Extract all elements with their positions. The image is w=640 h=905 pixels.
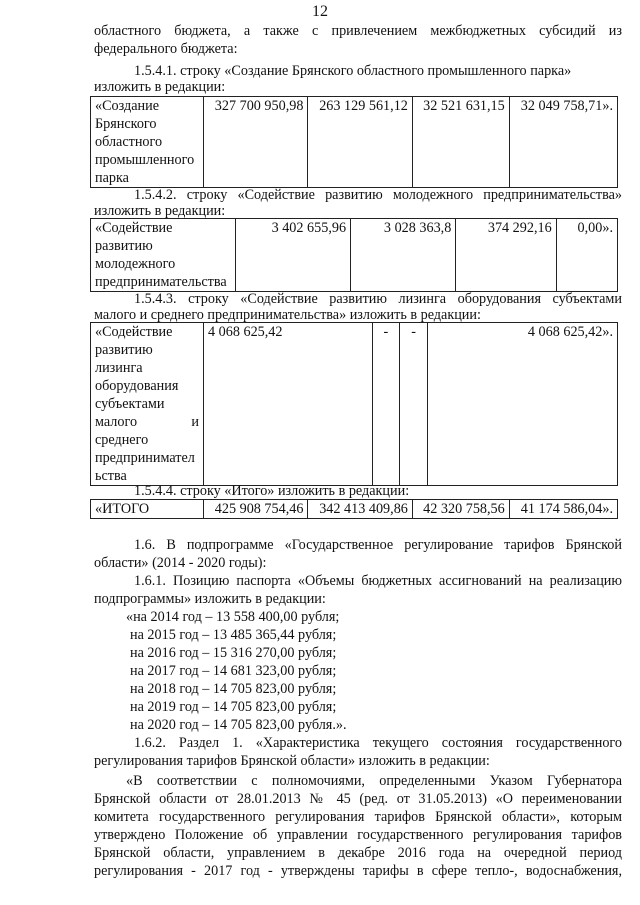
s1543-name-line: среднего — [95, 432, 149, 448]
s1543-name-cell — [91, 323, 204, 486]
s1541-name-line: «Создание — [95, 98, 159, 114]
s161-subheading: подпрограммы» изложить в редакции: — [94, 591, 326, 607]
s1543-subheading: малого и среднего предпринимательства» изложить в редакции: — [94, 307, 481, 323]
s162-body-line: утверждено Положение об управлении государственного регулирования тарифов — [94, 827, 622, 843]
s1543-name-line: «Содействие — [95, 324, 173, 340]
s1543-value-total: 4 068 625,42 — [204, 323, 373, 486]
s161-year-2017: на 2017 год – 14 681 323,00 рубля; — [130, 663, 337, 679]
s1544-value-total: 425 908 754,46 — [204, 500, 308, 519]
s162-body-line: «В соответствии с полномочиями, определенными Указом Губернатора — [126, 773, 622, 789]
s1541-name-line: областного — [95, 134, 163, 150]
s1544-value-2: 42 320 758,56 — [412, 500, 509, 519]
s1541-name-line: Брянского — [95, 116, 157, 132]
s162-body-line: регулирования - 2017 год - утверждены тарифы в сфере тепло-, водоснабжения, — [94, 863, 622, 879]
s1542-table — [90, 218, 618, 292]
s1541-value-2: 32 521 631,15 — [412, 97, 509, 188]
page-number: 12 — [312, 3, 328, 20]
s1542-heading: 1.5.4.2. строку «Содействие развитию молодежного предпринимательства» — [134, 187, 622, 203]
s161-heading: 1.6.1. Позицию паспорта «Объемы бюджетных ассигнований на реализацию — [134, 573, 622, 589]
s1541-name-cell — [91, 97, 204, 188]
table-row — [91, 97, 618, 188]
s162-body-line: Брянской области от 28.01.2013 № 45 (ред. от 31.05.2013) «О переименовании — [94, 791, 622, 807]
s1542-value-1: 3 028 363,8 — [351, 219, 456, 292]
s1542-subheading: изложить в редакции: — [94, 203, 226, 219]
s1543-value-1: - — [372, 323, 400, 486]
s1543-name-line: оборудования — [95, 378, 179, 394]
s161-year-2015: на 2015 год – 13 485 365,44 рубля; — [130, 627, 337, 643]
s16-heading: 1.6. В подпрограмме «Государственное регулирование тарифов Брянской — [134, 537, 622, 553]
s1542-name-line: предпринимательства — [95, 274, 227, 290]
s1543-value-2: - — [400, 323, 428, 486]
s1543-heading: 1.5.4.3. строку «Содействие развитию лизинга оборудования субъектами — [134, 291, 622, 307]
s1543-table — [90, 322, 618, 486]
s1541-value-3: 32 049 758,71». — [509, 97, 617, 188]
s1542-value-2: 374 292,16 — [456, 219, 556, 292]
s162-heading: 1.6.2. Раздел 1. «Характеристика текущего состояния государственного — [134, 735, 622, 751]
s1542-name-line: молодежного — [95, 256, 176, 272]
s1541-value-total: 327 700 950,98 — [204, 97, 308, 188]
s1543-name-line: малого и — [95, 414, 199, 430]
s1541-table — [90, 96, 618, 188]
s161-year-2014: «на 2014 год – 13 558 400,00 рубля; — [126, 609, 340, 625]
s161-year-2016: на 2016 год – 15 316 270,00 рубля; — [130, 645, 337, 661]
s1543-name-line: ьства — [95, 468, 127, 484]
s1541-value-1: 263 129 561,12 — [308, 97, 412, 188]
s1543-name-line: развитию — [95, 342, 153, 358]
s1541-heading: 1.5.4.1. строку «Создание Брянского областного промышленного парка» — [134, 63, 572, 79]
s162-subheading: регулирования тарифов Брянской области» изложить в редакции: — [94, 753, 490, 769]
s1544-name-cell: «ИТОГО — [91, 500, 204, 519]
s1544-value-3: 41 174 586,04». — [509, 500, 617, 519]
s1541-name-line: промышленного — [95, 152, 195, 168]
s1541-subheading: изложить в редакции: — [94, 79, 226, 95]
s1542-value-total: 3 402 655,96 — [236, 219, 351, 292]
s1543-value-3: 4 068 625,42». — [427, 323, 617, 486]
s161-year-2020: на 2020 год – 14 705 823,00 рубля.». — [130, 717, 347, 733]
s1543-name-line: предпринимател — [95, 450, 195, 466]
s1541-name-line: парка — [95, 170, 129, 186]
intro-line-2: федерального бюджета: — [94, 41, 238, 57]
s161-year-2019: на 2019 год – 14 705 823,00 рубля; — [130, 699, 337, 715]
s1543-name-line: лизинга — [95, 360, 143, 376]
s1542-name-cell — [91, 219, 236, 292]
intro-line-1: областного бюджета, а также с привлечением межбюджетных субсидий из — [94, 23, 622, 39]
table-row — [91, 219, 618, 292]
s1544-heading: 1.5.4.4. строку «Итого» изложить в редакции: — [134, 483, 410, 499]
s162-body-line: Брянской области, управлением в декабре 2016 года на очередной период — [94, 845, 622, 861]
s1543-name-line: субъектами — [95, 396, 165, 412]
s16-subheading: области» (2014 - 2020 годы): — [94, 555, 267, 571]
s162-body-line: комитета государственного регулирования тарифов Брянской области», которым — [94, 809, 622, 825]
s1542-name-line: «Содействие — [95, 220, 173, 236]
s1544-table — [90, 499, 618, 519]
table-row — [91, 500, 618, 519]
s1544-value-1: 342 413 409,86 — [308, 500, 412, 519]
table-row — [91, 323, 618, 486]
s161-year-2018: на 2018 год – 14 705 823,00 рубля; — [130, 681, 337, 697]
s1542-value-3: 0,00». — [556, 219, 617, 292]
s1542-name-line: развитию — [95, 238, 153, 254]
